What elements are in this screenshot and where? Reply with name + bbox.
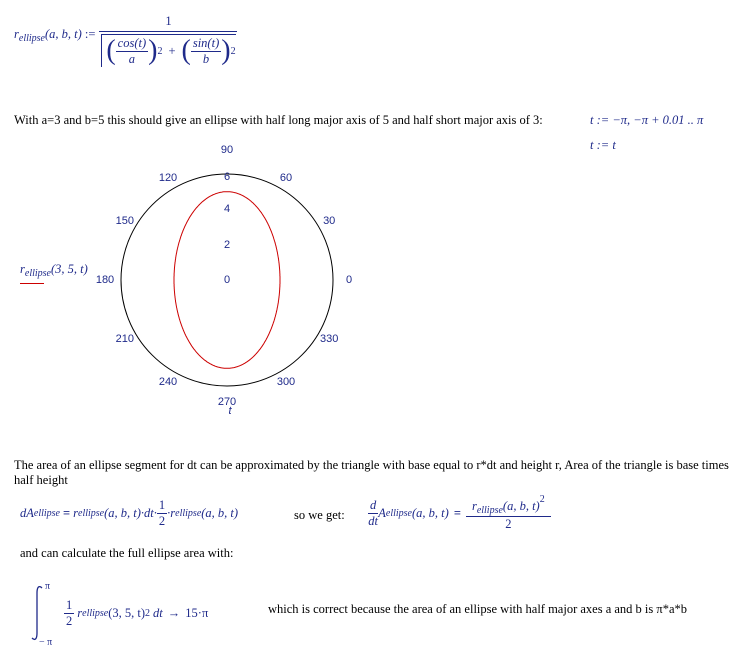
angle-label-30: 30 xyxy=(323,215,336,227)
equals: = xyxy=(453,505,461,520)
angle-label-330: 330 xyxy=(320,333,339,345)
exp: 2 xyxy=(230,45,236,57)
integral-sign-icon xyxy=(30,585,44,641)
den-a: a xyxy=(128,51,136,66)
angle-label-270: 270 xyxy=(217,396,237,408)
radial-label-2: 2 xyxy=(223,238,231,251)
angle-label-90: 90 xyxy=(220,144,234,156)
radial-label-6: 6 xyxy=(223,171,231,183)
angle-label-240: 240 xyxy=(158,376,178,389)
legend-args: (3, 5, t) xyxy=(50,262,88,276)
dot: · xyxy=(167,506,171,520)
r-sub: ellipse xyxy=(476,505,503,516)
den-b: b xyxy=(202,51,210,66)
explanation-text: The area of an ellipse segment for dt can be approximated by the triangle with base equal to r*dt and height r, Area of the triangle is base times half height xyxy=(14,458,729,487)
angle-label-0: 0 xyxy=(345,274,353,286)
integral-sign-wrap xyxy=(30,581,60,648)
A-sub: ellipse xyxy=(385,507,412,519)
r-args: (3, 5, t) xyxy=(108,605,146,620)
sin-t: sin(t) xyxy=(192,35,220,50)
r-args: (a, b, t) xyxy=(104,506,141,520)
half-den: 2 xyxy=(158,514,166,528)
angle-label-210: 210 xyxy=(115,333,134,345)
r-args: (a, b, t) xyxy=(502,499,540,513)
radial-label-4: 4 xyxy=(223,203,231,216)
d: d xyxy=(370,497,377,512)
exp: 2 xyxy=(539,494,545,505)
intro-text: With a=3 and b=5 this should give an ellipse with half long major axis of 5 and half short major axis of 3: xyxy=(14,113,543,127)
upper-limit: π xyxy=(45,581,51,592)
angle-label-120: 120 xyxy=(158,171,178,184)
radial-label-0: 0 xyxy=(223,274,231,286)
r: r xyxy=(170,506,176,520)
full-area-text: and can calculate the full ellipse area with: xyxy=(20,546,234,560)
equation-derivative xyxy=(368,494,551,532)
exp: 2 xyxy=(157,45,163,57)
r-sub: ellipse xyxy=(175,508,202,519)
dt: ·dt· xyxy=(140,506,157,520)
angle-label-150: 150 xyxy=(115,215,134,227)
def-lhs: r xyxy=(14,27,19,41)
equals: = xyxy=(63,506,71,520)
result: 15·π xyxy=(185,605,209,620)
angle-label-60: 60 xyxy=(279,171,293,184)
A: A xyxy=(378,505,386,520)
plus: + xyxy=(168,43,176,58)
r: r xyxy=(73,506,78,520)
numerator: 1 xyxy=(165,14,172,28)
exp: 2 xyxy=(145,607,151,619)
A-args: (a, b, t) xyxy=(412,505,449,520)
range-definition: t := −π, −π + 0.01 .. π xyxy=(590,113,704,127)
range-assign: t := t xyxy=(590,138,616,152)
half-num: 1 xyxy=(158,498,166,512)
angle-label-300: 300 xyxy=(276,376,296,389)
angle-label-180: 180 xyxy=(95,274,115,286)
r: r xyxy=(77,605,83,620)
den: 2 xyxy=(505,517,512,531)
ellipse-definition xyxy=(14,14,237,67)
half-den: 2 xyxy=(66,613,73,628)
r: r xyxy=(471,499,477,513)
legend-sub: ellipse xyxy=(24,268,51,279)
legend-line xyxy=(20,283,44,284)
half-num: 1 xyxy=(66,597,73,612)
dt: dt xyxy=(153,605,163,620)
def-lhs-sub: ellipse xyxy=(18,33,45,44)
sqrt: ( $\frac{\cos(t)}{a}$ ) 2 + ( $\frac{\sin(t)}{b}$ ) 2 xyxy=(101,34,235,67)
dA-sub: ellipse xyxy=(33,508,60,519)
dA: dA xyxy=(20,506,34,520)
plot-legend xyxy=(20,262,88,284)
so-we-get: so we get: xyxy=(294,508,345,522)
def-args: (a, b, t) xyxy=(44,27,82,41)
r-sub: ellipse xyxy=(78,508,105,519)
r-sub: ellipse xyxy=(82,607,109,619)
axis-variable: t xyxy=(228,405,232,417)
conclusion-text: which is correct because the area of an ellipse with half major axes a and b is π*a*b xyxy=(268,602,687,616)
assign-op: := xyxy=(84,27,96,41)
lower-limit: − π xyxy=(39,637,53,648)
integral-expression xyxy=(30,581,209,648)
equation-dA xyxy=(20,498,238,529)
arrow: → xyxy=(167,605,181,620)
r-args: (a, b, t) xyxy=(201,506,239,520)
cos-t: cos(t) xyxy=(117,35,147,50)
dt: dt xyxy=(368,513,378,528)
legend-r: r xyxy=(20,262,25,276)
